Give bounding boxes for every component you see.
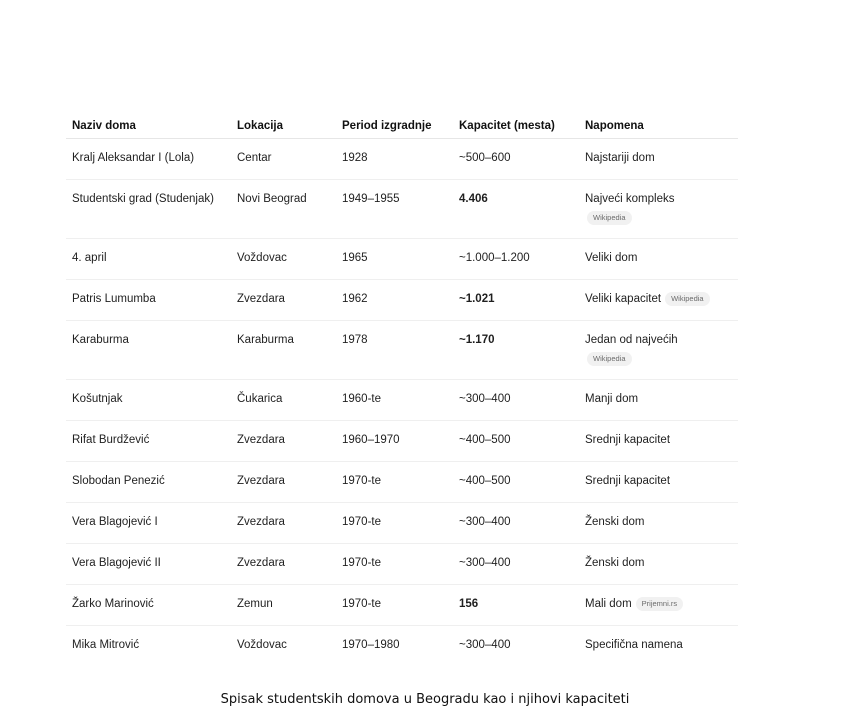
source-badge[interactable]: Wikipedia [665,292,710,306]
cell-location-text: Karaburma [237,334,294,346]
cell-period [336,380,453,421]
cell-period [336,626,453,667]
cell-note-text: Srednji kapacitet [585,434,671,446]
cell-location [231,503,336,544]
cell-period-text: 1928 [342,152,368,164]
cell-period [336,421,453,462]
cell-name [66,139,231,180]
cell-name-text: Karaburma [72,334,129,346]
cell-capacity [453,585,579,626]
dormitory-table [66,110,738,666]
cell-note-text: Srednji kapacitet [585,475,671,487]
cell-capacity [453,462,579,503]
cell-note-text: Veliki dom [585,252,638,264]
header-note: Napomena [579,110,738,139]
cell-note [579,280,738,321]
cell-location [231,585,336,626]
cell-period-text: 1970-te [342,598,382,610]
cell-location [231,239,336,280]
table-row [66,503,738,544]
source-badge[interactable]: Wikipedia [587,211,632,225]
cell-location-text: Voždovac [237,252,287,264]
cell-note [579,239,738,280]
cell-capacity [453,239,579,280]
cell-note-text: Manji dom [585,393,639,405]
cell-location [231,544,336,585]
header-location: Lokacija [231,110,336,139]
cell-period-text: 1970-te [342,475,382,487]
cell-period [336,280,453,321]
cell-capacity-text: ~300–400 [459,393,511,405]
cell-note [579,626,738,667]
cell-note-text: Ženski dom [585,516,645,528]
table-row [66,462,738,503]
cell-period-text: 1970-te [342,516,382,528]
cell-capacity-text: ~1.021 [459,293,495,305]
cell-note-text: Najveći kompleks [585,193,675,205]
cell-location [231,321,336,380]
cell-capacity [453,380,579,421]
cell-period-text: 1960-te [342,393,382,405]
cell-note-text: Jedan od najvećih [585,334,678,346]
cell-name-text: Vera Blagojević II [72,557,161,569]
cell-location-text: Zvezdara [237,557,285,569]
table-header-row [66,110,738,139]
cell-note [579,321,738,380]
header-capacity: Kapacitet (mesta) [453,110,579,139]
cell-period-text: 1949–1955 [342,193,400,205]
cell-capacity [453,280,579,321]
cell-capacity-text: ~300–400 [459,516,511,528]
cell-period-text: 1960–1970 [342,434,400,446]
cell-capacity [453,421,579,462]
table-row [66,544,738,585]
cell-period [336,544,453,585]
cell-capacity-text: 4.406 [459,193,488,205]
cell-period-text: 1978 [342,334,368,346]
table-row [66,626,738,667]
cell-note [579,585,738,626]
header-name: Naziv doma [66,110,231,139]
dormitory-table-container [66,110,738,666]
cell-name [66,280,231,321]
cell-location-text: Novi Beograd [237,193,307,205]
cell-location-text: Zvezdara [237,434,285,446]
cell-location-text: Centar [237,152,272,164]
cell-name [66,321,231,380]
cell-location-text: Zvezdara [237,516,285,528]
cell-name-text: Slobodan Penezić [72,475,165,487]
cell-location [231,626,336,667]
cell-location-text: Voždovac [237,639,287,651]
cell-name [66,585,231,626]
cell-period [336,180,453,239]
cell-capacity-text: ~1.000–1.200 [459,252,530,264]
cell-note-text: Najstariji dom [585,152,655,164]
cell-name-text: Rifat Burdžević [72,434,150,446]
cell-period [336,139,453,180]
cell-location [231,462,336,503]
table-row [66,239,738,280]
cell-capacity-text: ~400–500 [459,434,511,446]
cell-location [231,421,336,462]
cell-name-text: Vera Blagojević I [72,516,158,528]
cell-period-text: 1970–1980 [342,639,400,651]
cell-capacity-text: ~1.170 [459,334,495,346]
cell-name [66,180,231,239]
cell-capacity [453,626,579,667]
cell-period [336,503,453,544]
cell-capacity-text: ~300–400 [459,639,511,651]
table-row [66,180,738,239]
cell-capacity [453,139,579,180]
table-row [66,380,738,421]
cell-note [579,462,738,503]
cell-capacity-text: ~400–500 [459,475,511,487]
cell-location [231,380,336,421]
cell-period-text: 1965 [342,252,368,264]
cell-name-text: 4. april [72,252,107,264]
figure-caption: Spisak studentskih domova u Beogradu kao i njihovi kapaciteti [220,692,630,707]
cell-location [231,180,336,239]
cell-note-text: Veliki kapacitet [585,293,662,305]
cell-location-text: Zvezdara [237,293,285,305]
source-badge[interactable]: Prijemni.rs [636,597,683,611]
table-row [66,421,738,462]
cell-note-text: Mali dom [585,598,632,610]
table-row [66,280,738,321]
cell-capacity [453,544,579,585]
cell-location-text: Zemun [237,598,273,610]
cell-note [579,544,738,585]
cell-name-text: Žarko Marinović [72,598,154,610]
cell-location-text: Čukarica [237,393,283,405]
cell-capacity [453,321,579,380]
table-row [66,585,738,626]
source-badge[interactable]: Wikipedia [587,352,632,366]
cell-capacity [453,180,579,239]
cell-note [579,421,738,462]
cell-note [579,139,738,180]
cell-period-text: 1962 [342,293,368,305]
cell-name-text: Košutnjak [72,393,123,405]
cell-location [231,139,336,180]
cell-capacity-text: 156 [459,598,479,610]
cell-period [336,239,453,280]
cell-name-text: Studentski grad (Studenjak) [72,193,214,205]
cell-note-text: Specifična namena [585,639,683,651]
cell-capacity-text: ~300–400 [459,557,511,569]
cell-period [336,585,453,626]
cell-period [336,462,453,503]
cell-name-text: Patris Lumumba [72,293,156,305]
cell-note [579,503,738,544]
table-row [66,321,738,380]
cell-note [579,180,738,239]
cell-name-text: Kralj Aleksandar I (Lola) [72,152,195,164]
header-period: Period izgradnje [336,110,453,139]
cell-note-text: Ženski dom [585,557,645,569]
cell-location-text: Zvezdara [237,475,285,487]
cell-name [66,239,231,280]
cell-name [66,503,231,544]
cell-name [66,380,231,421]
cell-period [336,321,453,380]
cell-name [66,544,231,585]
cell-name [66,421,231,462]
cell-name [66,626,231,667]
cell-note [579,380,738,421]
table-body [66,139,738,667]
cell-name [66,462,231,503]
cell-capacity-text: ~500–600 [459,152,511,164]
table-row [66,139,738,180]
cell-location [231,280,336,321]
cell-capacity [453,503,579,544]
cell-period-text: 1970-te [342,557,382,569]
cell-name-text: Mika Mitrović [72,639,140,651]
